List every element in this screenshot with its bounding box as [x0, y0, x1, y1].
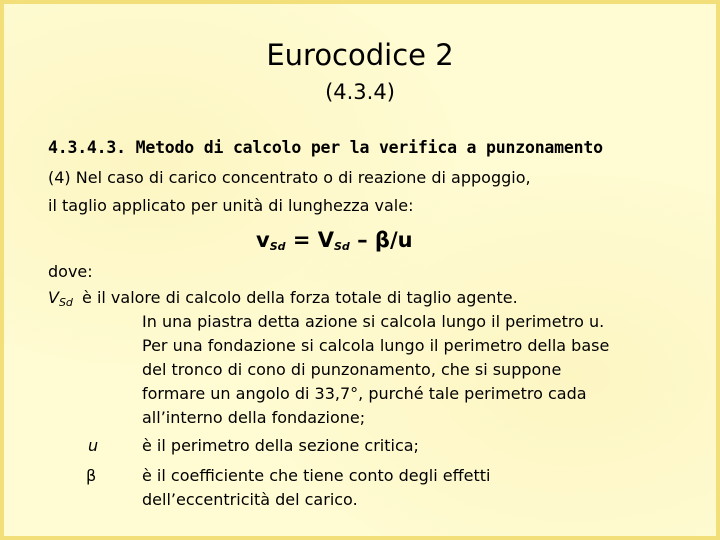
slide-title: Eurocodice 2	[266, 38, 454, 72]
u-symbol: u	[88, 436, 99, 455]
dove-label: dove:	[48, 262, 93, 281]
intro-line-1: (4) Nel caso di carico concentrato o di reazione di appoggio,	[48, 168, 531, 187]
slide-subtitle: (4.3.4)	[325, 80, 395, 104]
vsd-line-4: formare un angolo di 33,7°, purché tale perimetro cada	[142, 384, 587, 403]
vsd-definition	[48, 288, 518, 309]
formula-rhs: $V_{Sd}$	[317, 228, 350, 253]
section-heading: 4.3.4.3. Metodo di calcolo per la verifica a punzonamento	[48, 138, 603, 157]
vsd-line-1: In una piastra detta azione si calcola lungo il perimetro u.	[142, 312, 605, 331]
vsd-line-3: del tronco di cono di punzonamento, che si suppone	[142, 360, 562, 379]
vsd-symbol: $V_{Sd}$	[48, 288, 73, 309]
intro-line-2: il taglio applicato per unità di lunghezza vale:	[48, 196, 414, 215]
formula-rest: β/u	[374, 228, 413, 252]
beta-line-2: dell’eccentricità del carico.	[142, 490, 358, 509]
beta-symbol: β	[86, 466, 97, 485]
formula-operator: –	[357, 228, 368, 252]
vsd-text: è il valore di calcolo della forza totale di taglio agente.	[82, 288, 518, 307]
formula-lhs: $v_{Sd}$	[256, 228, 286, 253]
vsd-line-2: Per una fondazione si calcola lungo il perimetro della base	[142, 336, 610, 355]
beta-line-1: è il coefficiente che tiene conto degli effetti	[142, 466, 491, 485]
vsd-line-5: all’interno della fondazione;	[142, 408, 366, 427]
u-definition: è il perimetro della sezione critica;	[142, 436, 419, 455]
formula	[256, 228, 413, 253]
formula-equals: =	[292, 228, 311, 252]
